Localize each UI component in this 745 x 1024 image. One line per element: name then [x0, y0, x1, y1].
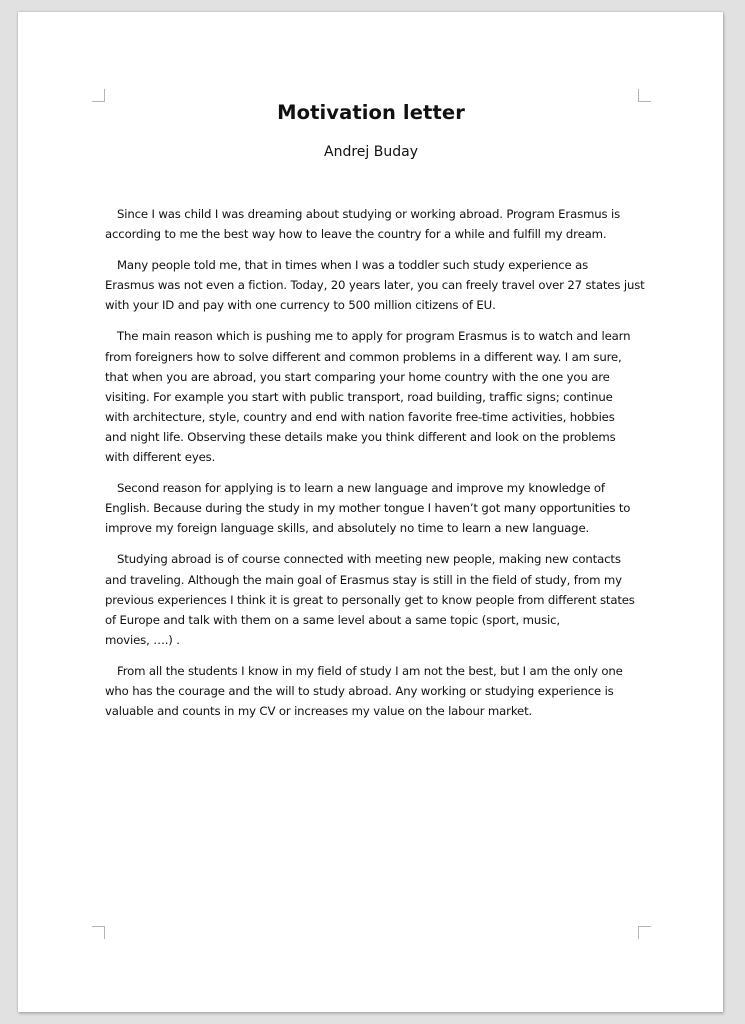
letter-text [105, 204, 645, 721]
margin-corner-mark-top-right [638, 89, 651, 102]
text-line: movies, ….) . [105, 632, 180, 647]
text-line: with different eyes. [105, 450, 216, 465]
text-line: improve my foreign language skills, and absolutely no time to learn a new language. [105, 521, 590, 536]
paragraph [105, 661, 637, 721]
text-line: who has the courage and the will to study abroad. Any working or studying experience is [105, 683, 614, 698]
text-line: visiting. For example you start with public transport, road building, traffic signs; continue [105, 389, 613, 404]
document-body[interactable] [105, 98, 645, 732]
text-line: according to me the best way how to leave the country for a while and fulfill my dream. [105, 227, 607, 242]
text-line: with your ID and pay with one currency to 500 million citizens of EU. [105, 298, 496, 313]
text-line: from foreigners how to solve different and common problems in a different way. I am sure, [105, 349, 622, 364]
paragraph [105, 478, 637, 538]
margin-corner-mark-top-left [92, 89, 105, 102]
margin-corner-mark-bottom-left [92, 926, 105, 939]
text-line: Studying abroad is of course connected with meeting new people, making new contacts [117, 552, 621, 567]
text-line: of Europe and talk with them on a same level about a same topic (sport, music, [105, 612, 560, 627]
text-line: previous experiences I think it is great to personally get to know people from different states [105, 592, 635, 607]
text-line: that when you are abroad, you start comparing your home country with the one you are [105, 369, 610, 384]
paragraph [105, 204, 637, 244]
text-line: English. Because during the study in my mother tongue I haven’t got many opportunities to [105, 501, 631, 516]
text-line: valuable and counts in my CV or increases my value on the labour market. [105, 704, 533, 719]
paragraph [105, 326, 637, 467]
text-line: Since I was child I was dreaming about studying or working abroad. Program Erasmus is [117, 207, 621, 221]
text-line: Many people told me, that in times when I was a toddler such study experience as [117, 258, 589, 273]
text-line: and traveling. Although the main goal of Erasmus stay is still in the field of study, from my [105, 572, 622, 587]
text-line: The main reason which is pushing me to apply for program Erasmus is to watch and learn [117, 329, 631, 344]
paragraph [105, 255, 645, 315]
paragraph [105, 549, 637, 649]
document-title: Motivation letter [277, 101, 465, 124]
margin-corner-mark-bottom-right [638, 926, 651, 939]
document-author: Andrej Buday [324, 144, 418, 160]
text-line: with architecture, style, country and end with nation favorite free-time activities, hobbies [105, 409, 615, 424]
document-page [18, 12, 723, 1012]
text-line: and night life. Observing these details make you think different and look on the problems [105, 429, 616, 444]
text-line: From all the students I know in my field of study I am not the best, but I am the only one [117, 663, 623, 678]
text-line: Erasmus was not even a fiction. Today, 20 years later, you can freely travel over 27 states just [105, 278, 645, 293]
text-line: Second reason for applying is to learn a new language and improve my knowledge of [117, 481, 605, 496]
